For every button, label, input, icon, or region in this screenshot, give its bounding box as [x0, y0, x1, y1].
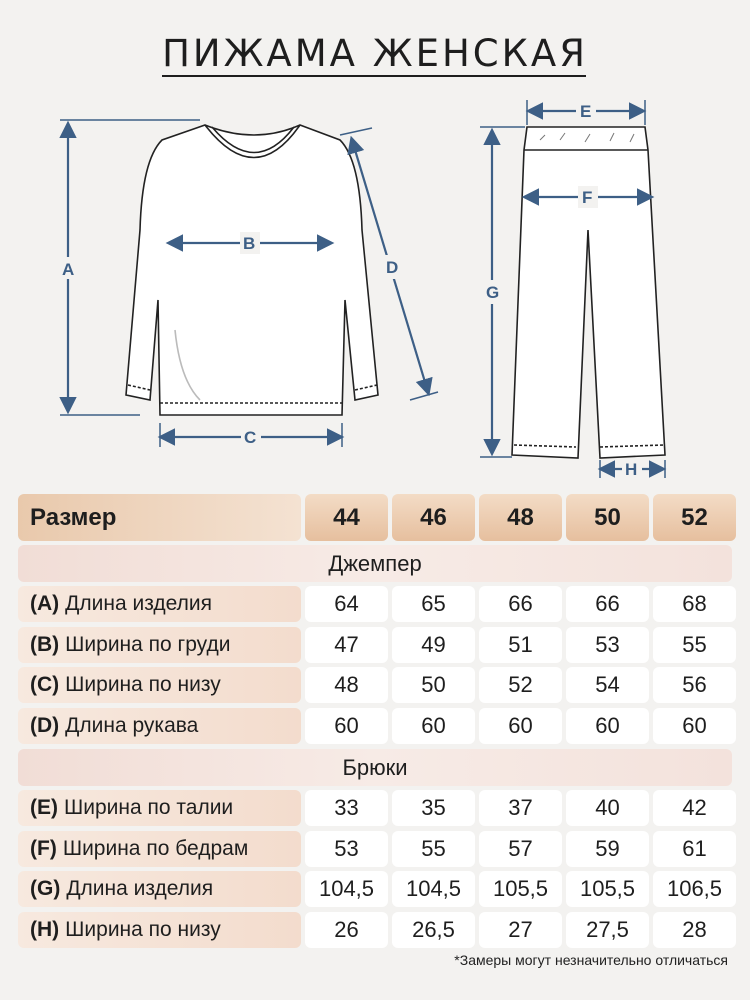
- row-label: [18, 790, 301, 826]
- row-code: (F): [30, 836, 57, 860]
- value-cell: 104,5: [392, 871, 475, 907]
- value-cell: 27: [479, 912, 562, 948]
- row-label-text: Длина изделия: [65, 592, 212, 615]
- row-label: [18, 912, 301, 948]
- value-cell: 37: [479, 790, 562, 826]
- row-label: [18, 831, 301, 867]
- table-row: [18, 912, 732, 948]
- row-code: (B): [30, 632, 60, 656]
- value-cell: 105,5: [479, 871, 562, 907]
- title-underline: [162, 75, 586, 77]
- value-cell: 105,5: [566, 871, 649, 907]
- section-header-row: [18, 545, 732, 582]
- table-row: [18, 871, 732, 907]
- table-row: [18, 627, 732, 663]
- sweater-drawing: [126, 125, 378, 415]
- value-cell: 53: [566, 627, 649, 663]
- row-label-text: Длина изделия: [66, 877, 214, 900]
- row-code: (E): [30, 796, 58, 819]
- row-code: (A): [30, 592, 60, 615]
- dim-h-letter: H: [625, 460, 638, 479]
- value-cell: 60: [566, 708, 649, 744]
- dim-a-letter: A: [62, 260, 75, 279]
- value-cell: 40: [566, 790, 649, 826]
- value-cell: 48: [305, 667, 388, 703]
- value-cell: 33: [305, 790, 388, 826]
- row-label-text: Ширина по низу: [65, 917, 221, 941]
- dim-e-letter: E: [580, 102, 592, 121]
- row-label: [18, 586, 301, 622]
- value-cell: 51: [479, 627, 562, 663]
- value-cell: 60: [392, 708, 475, 744]
- value-cell: 54: [566, 667, 649, 703]
- row-label-text: Длина рукава: [65, 713, 199, 737]
- value-cell: 26: [305, 912, 388, 948]
- value-cell: 104,5: [305, 871, 388, 907]
- row-label-text: Ширина по груди: [65, 632, 231, 656]
- value-cell: 57: [479, 831, 562, 867]
- value-cell: 28: [653, 912, 736, 948]
- value-cell: 53: [305, 831, 388, 867]
- value-cell: 52: [479, 667, 562, 703]
- dim-g-letter: G: [486, 283, 500, 302]
- value-cell: 55: [653, 627, 736, 663]
- value-cell: 55: [392, 831, 475, 867]
- page-title: ПИЖАМА ЖЕНСКАЯ: [162, 32, 588, 75]
- table-row: [18, 831, 732, 867]
- value-cell: 64: [305, 586, 388, 622]
- row-label-text: Ширина по бедрам: [62, 836, 249, 860]
- value-cell: 49: [392, 627, 475, 663]
- row-code: (C): [30, 673, 60, 696]
- table-row: [18, 586, 732, 622]
- dim-d-letter: D: [386, 258, 399, 277]
- value-cell: 66: [566, 586, 649, 622]
- table-header-row: [18, 494, 732, 541]
- row-code: (D): [30, 713, 60, 737]
- value-cell: 50: [392, 667, 475, 703]
- garment-diagram: [0, 85, 750, 485]
- value-cell: 106,5: [653, 871, 736, 907]
- section-title: Джемпер: [18, 545, 732, 582]
- value-cell: 27,5: [566, 912, 649, 948]
- section-header-row: [18, 749, 732, 786]
- row-label-text: Ширина по талии: [64, 796, 234, 819]
- row-label: [18, 871, 301, 907]
- value-cell: 42: [653, 790, 736, 826]
- value-cell: 60: [653, 708, 736, 744]
- value-cell: 60: [479, 708, 562, 744]
- value-cell: 35: [392, 790, 475, 826]
- size-header-cell: 50: [566, 494, 649, 541]
- value-cell: 68: [653, 586, 736, 622]
- row-code: (H): [30, 917, 60, 941]
- value-cell: 26,5: [392, 912, 475, 948]
- size-header-cell: 46: [392, 494, 475, 541]
- footnote: *Замеры могут незначительно отличаться: [454, 952, 728, 968]
- value-cell: 56: [653, 667, 736, 703]
- table-row: [18, 790, 732, 826]
- size-header-cell: 48: [479, 494, 562, 541]
- table-row: [18, 667, 732, 703]
- dim-c-letter: C: [244, 428, 257, 447]
- value-cell: 61: [653, 831, 736, 867]
- dim-b-letter: B: [243, 234, 256, 253]
- value-cell: 60: [305, 708, 388, 744]
- size-header-cell: 44: [305, 494, 388, 541]
- value-cell: 66: [479, 586, 562, 622]
- size-header-cell: 52: [653, 494, 736, 541]
- row-label-text: Ширина по низу: [65, 673, 221, 696]
- value-cell: 65: [392, 586, 475, 622]
- table-row: [18, 708, 732, 744]
- section-title: Брюки: [18, 749, 732, 786]
- header-label: Размер: [18, 494, 301, 541]
- row-label: [18, 667, 301, 703]
- row-label: [18, 627, 301, 663]
- value-cell: 47: [305, 627, 388, 663]
- pants-drawing: [512, 127, 665, 458]
- dim-f-letter: F: [582, 188, 593, 207]
- value-cell: 59: [566, 831, 649, 867]
- row-code: (G): [30, 877, 61, 900]
- row-label: [18, 708, 301, 744]
